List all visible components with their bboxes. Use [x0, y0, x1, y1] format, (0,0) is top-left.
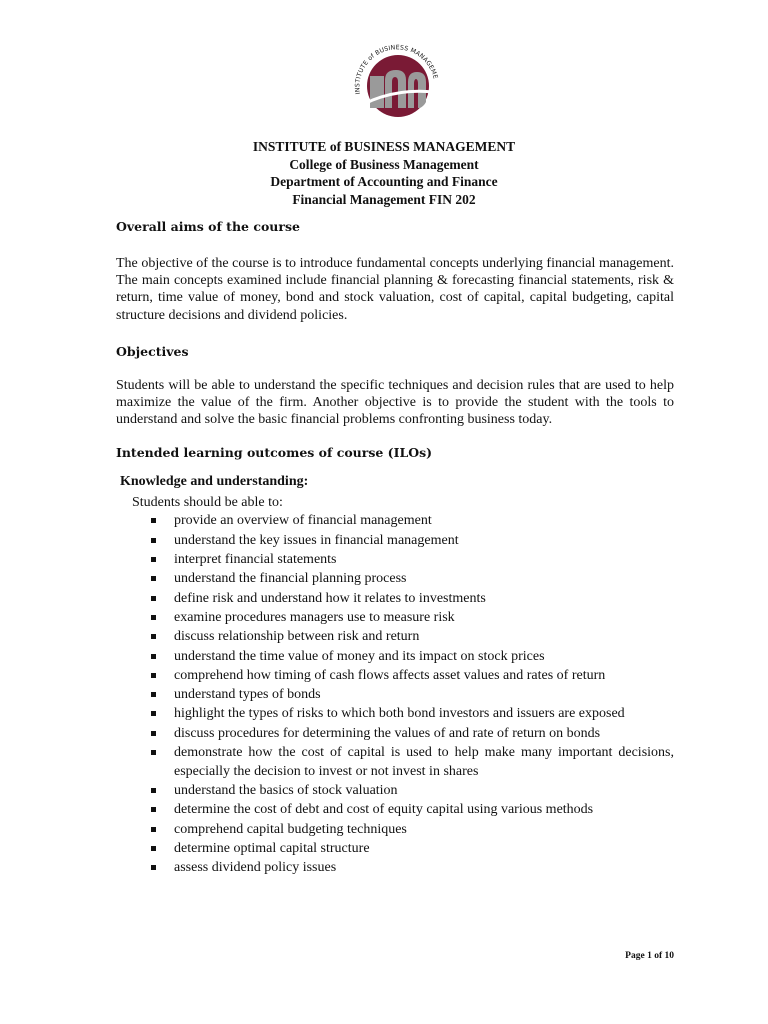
objectives-paragraph: Students will be able to understand the specific techniques and decision rules that are used to help maximize the value of the firm. Another objective is to provide the student with the tools to understand and solve the basic financial problems confronting business today.: [116, 377, 674, 428]
ilos-heading: Intended learning outcomes of course (ILOs): [116, 445, 433, 461]
list-item: demonstrate how the cost of capital is used to help make many important decisions, especially the decision to invest or not invest in shares: [116, 743, 674, 781]
page-number: Page 1 of 10: [625, 951, 674, 961]
list-item: discuss relationship between risk and return: [116, 627, 674, 646]
list-item: understand the key issues in financial management: [116, 531, 674, 550]
aims-heading: Overall aims of the course: [116, 219, 300, 234]
course-title: Financial Management FIN 202: [292, 191, 476, 207]
bullet-square-icon: [151, 711, 156, 716]
aims-paragraph: The objective of the course is to introduce fundamental concepts underlying financial management. The main concepts examined include financial planning & forecasting financial statements, risk & return, time value of money, bond and stock valuation, cost of capital, capital budgeting, capital structure decisions and dividend policies.: [116, 256, 674, 323]
bullet-square-icon: [151, 596, 156, 601]
document-body: [116, 218, 674, 877]
bullet-square-icon: [151, 865, 156, 870]
college-name: College of Business Management: [289, 156, 479, 172]
bullet-square-icon: [151, 807, 156, 812]
list-item: understand types of bonds: [116, 685, 674, 704]
bullet-square-icon: [151, 518, 156, 523]
bullet-square-icon: [151, 673, 156, 678]
list-item: comprehend capital budgeting techniques: [116, 820, 674, 839]
bullet-square-icon: [151, 827, 156, 832]
list-item: highlight the types of risks to which both bond investors and issuers are exposed: [116, 704, 674, 723]
list-item: comprehend how timing of cash flows affects asset values and rates of return: [116, 666, 674, 685]
logo-ring-text: INSTITUTE of BUSINESS MANAGEME: [354, 44, 439, 95]
list-item: understand the financial planning process: [116, 569, 674, 588]
list-item: discuss procedures for determining the values of and rate of return on bonds: [116, 724, 674, 743]
bullet-square-icon: [151, 788, 156, 793]
bullet-square-icon: [151, 750, 156, 755]
list-item: define risk and understand how it relates to investments: [116, 589, 674, 608]
total-pages: 10: [664, 951, 674, 961]
list-item: examine procedures managers use to measure risk: [116, 608, 674, 627]
bullet-square-icon: [151, 731, 156, 736]
bullet-square-icon: [151, 634, 156, 639]
bullet-square-icon: [151, 538, 156, 543]
bullet-square-icon: [151, 692, 156, 697]
logo-emblem-icon: [350, 42, 442, 124]
bullet-square-icon: [151, 557, 156, 562]
bullet-square-icon: [151, 576, 156, 581]
institute-name: INSTITUTE of BUSINESS MANAGEMENT: [252, 139, 516, 154]
ilos-intro: Students should be able to:: [132, 495, 283, 511]
institute-logo: [350, 42, 442, 124]
list-item: determine the cost of debt and cost of equity capital using various methods: [116, 800, 674, 819]
knowledge-subheading: Knowledge and understanding:: [120, 474, 309, 490]
document-header: [0, 138, 768, 208]
ilos-list: [116, 511, 674, 877]
list-item: understand the basics of stock valuation: [116, 781, 674, 800]
bullet-square-icon: [151, 615, 156, 620]
list-item: provide an overview of financial management: [116, 511, 674, 530]
bullet-square-icon: [151, 654, 156, 659]
objectives-heading: Objectives: [116, 343, 189, 359]
list-item: interpret financial statements: [116, 550, 674, 569]
current-page: 1: [647, 951, 652, 961]
list-item: determine optimal capital structure: [116, 839, 674, 858]
department-name: Department of Accounting and Finance: [270, 174, 498, 189]
list-item: assess dividend policy issues: [116, 858, 674, 877]
list-item: understand the time value of money and its impact on stock prices: [116, 647, 674, 666]
bullet-square-icon: [151, 846, 156, 851]
